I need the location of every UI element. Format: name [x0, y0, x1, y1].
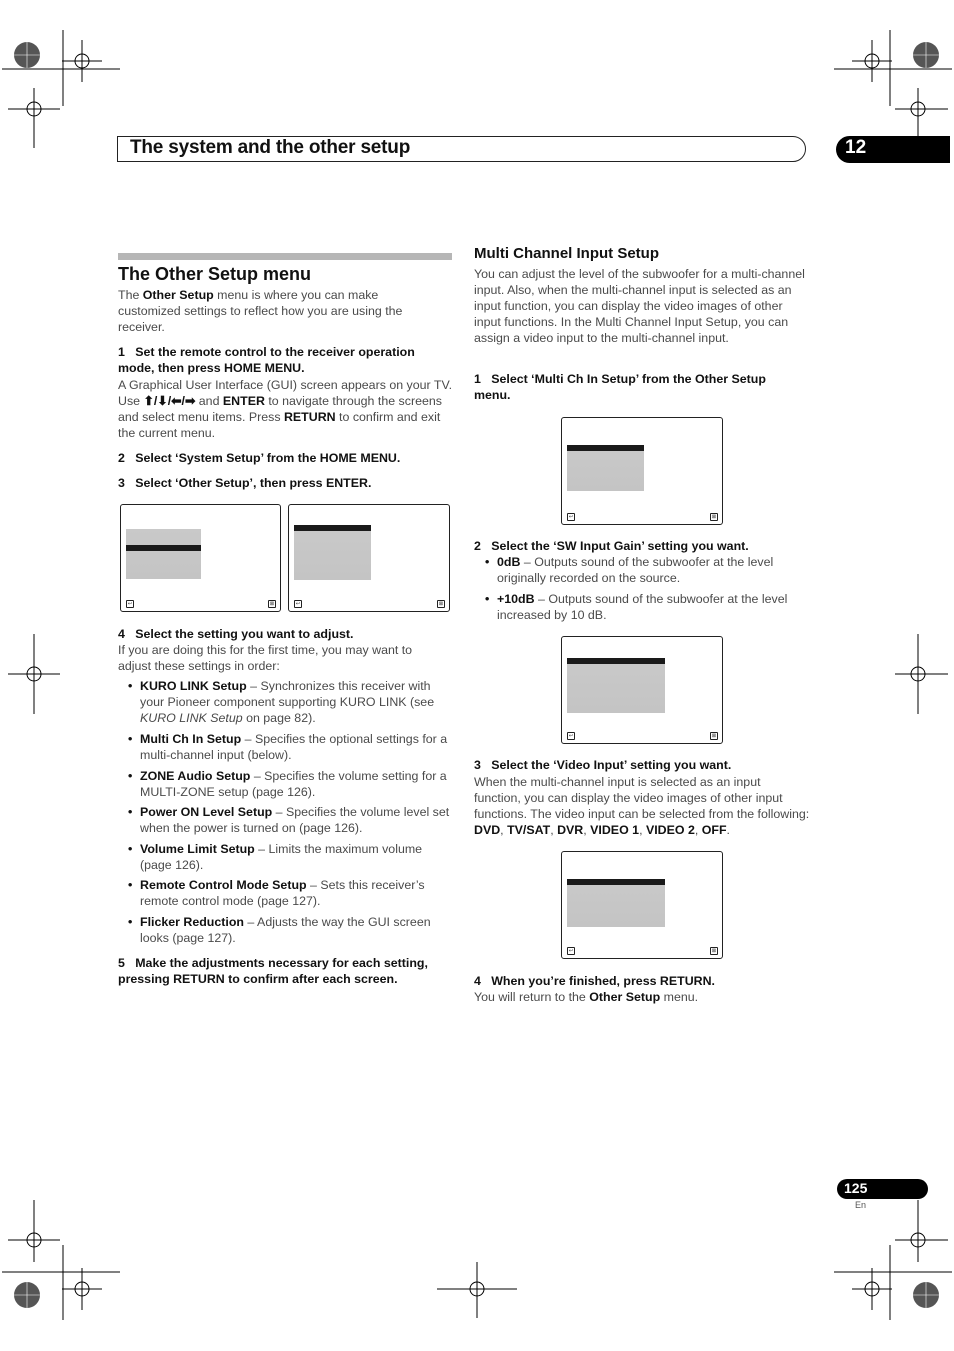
return-icon: ↩	[127, 601, 133, 607]
sw-input-gain-screen	[561, 636, 723, 744]
menu-highlight	[567, 445, 644, 451]
step-2: 2 Select ‘System Setup’ from the HOME MENU.	[118, 451, 401, 465]
step-3: 3 Select ‘Other Setup’, then press ENTER.	[118, 476, 372, 490]
exit-icon: ⊠	[269, 601, 275, 607]
menu-list	[567, 879, 665, 927]
list-item: • +10dB – Outputs sound of the subwoofer at the level increased by 10 dB.	[497, 591, 809, 623]
list-item: • KURO LINK Setup – Synchronizes this receiver with your Pioneer component supporting KURO LINK (see KURO LINK Setup on page 82).	[140, 678, 452, 726]
page-number: 125	[844, 1180, 868, 1196]
list-item: • 0dB – Outputs sound of the subwoofer at the level originally recorded on the source.	[497, 554, 809, 586]
home-menu-screen	[120, 504, 281, 612]
section-divider	[118, 253, 452, 260]
return-icon: ↩	[295, 601, 301, 607]
step-5: 5 Make the adjustments necessary for each setting, pressing RETURN to confirm after each screen.	[118, 956, 428, 986]
video-input-screen	[561, 851, 723, 959]
subsection-title: Multi Channel Input Setup	[474, 245, 659, 262]
multi-ch-screen-1	[561, 417, 723, 525]
return-icon: ↩	[568, 948, 574, 954]
list-item: • ZONE Audio Setup – Specifies the volume setting for a MULTI-ZONE setup (page 126).	[140, 768, 450, 800]
list-item: • Volume Limit Setup – Limits the maximum volume (page 126).	[140, 841, 450, 873]
step-1-body: A Graphical User Interface (GUI) screen appears on your TV. Use ⬆/⬇/⬅/➡ and ENTER to navigate through the screens and select menu items. Press RETURN to confirm and exit the current menu.	[118, 378, 453, 440]
menu-highlight	[567, 879, 665, 885]
menu-list	[567, 658, 665, 713]
mc-step-1: 1 Select ‘Multi Ch In Setup’ from the Other Setup menu.	[474, 372, 766, 402]
menu-list	[567, 445, 644, 491]
step-4-body: If you are doing this for the first time, you may want to adjust these settings in order:	[118, 643, 413, 673]
menu-list	[294, 525, 371, 580]
other-setup-screen	[288, 504, 450, 612]
menu-highlight	[126, 545, 201, 551]
return-icon: ↩	[568, 733, 574, 739]
step-4: 4 Select the setting you want to adjust.	[118, 627, 354, 641]
mc-step-4: 4 When you’re finished, press RETURN.	[474, 974, 715, 988]
exit-icon: ⊠	[438, 601, 444, 607]
list-item: • Multi Ch In Setup – Specifies the optional settings for a multi-channel input (below).	[140, 731, 452, 763]
menu-highlight	[567, 658, 665, 664]
list-item: • Power ON Level Setup – Specifies the volume level set when the power is turned on (page 126).	[140, 804, 450, 836]
menu-highlight	[294, 525, 371, 531]
mc-step-3-body: When the multi-channel input is selected as an input function, you can display the video images of other input functions. The video input can be selected from the following: DVD, TV/SAT, DVR, VIDEO 1, VIDEO 2, OFF.	[474, 775, 810, 837]
mc-step-4-body: You will return to the Other Setup menu.	[474, 990, 699, 1004]
list-item: • Remote Control Mode Setup – Sets this receiver’s remote control mode (page 127).	[140, 877, 452, 909]
mc-step-3: 3 Select the ‘Video Input’ setting you want.	[474, 758, 732, 772]
language-code: En	[855, 1200, 867, 1210]
list-item: • Flicker Reduction – Adjusts the way the GUI screen looks (page 127).	[140, 914, 452, 946]
page-header-title: The system and the other setup	[130, 137, 411, 158]
exit-icon: ⊠	[711, 514, 717, 520]
chapter-number: 12	[845, 137, 867, 158]
exit-icon: ⊠	[711, 733, 717, 739]
section-title: The Other Setup menu	[118, 264, 312, 284]
exit-icon: ⊠	[711, 948, 717, 954]
step-1: 1 Set the remote control to the receiver operation mode, then press HOME MENU.	[118, 345, 415, 375]
multi-ch-intro: You can adjust the level of the subwoofer for a multi-channel input. Also, when the multi-channel input is selected as an input function, you can display the video images of other input functions. In the Multi Channel Input Setup, you can assign a video input to the multi-channel input.	[474, 267, 805, 345]
return-icon: ↩	[568, 514, 574, 520]
menu-list	[126, 529, 201, 579]
intro-paragraph: The Other Setup menu is where you can make customized settings to reflect how you are using the receiver.	[118, 288, 403, 334]
mc-step-2: 2 Select the ‘SW Input Gain’ setting you want.	[474, 539, 749, 553]
